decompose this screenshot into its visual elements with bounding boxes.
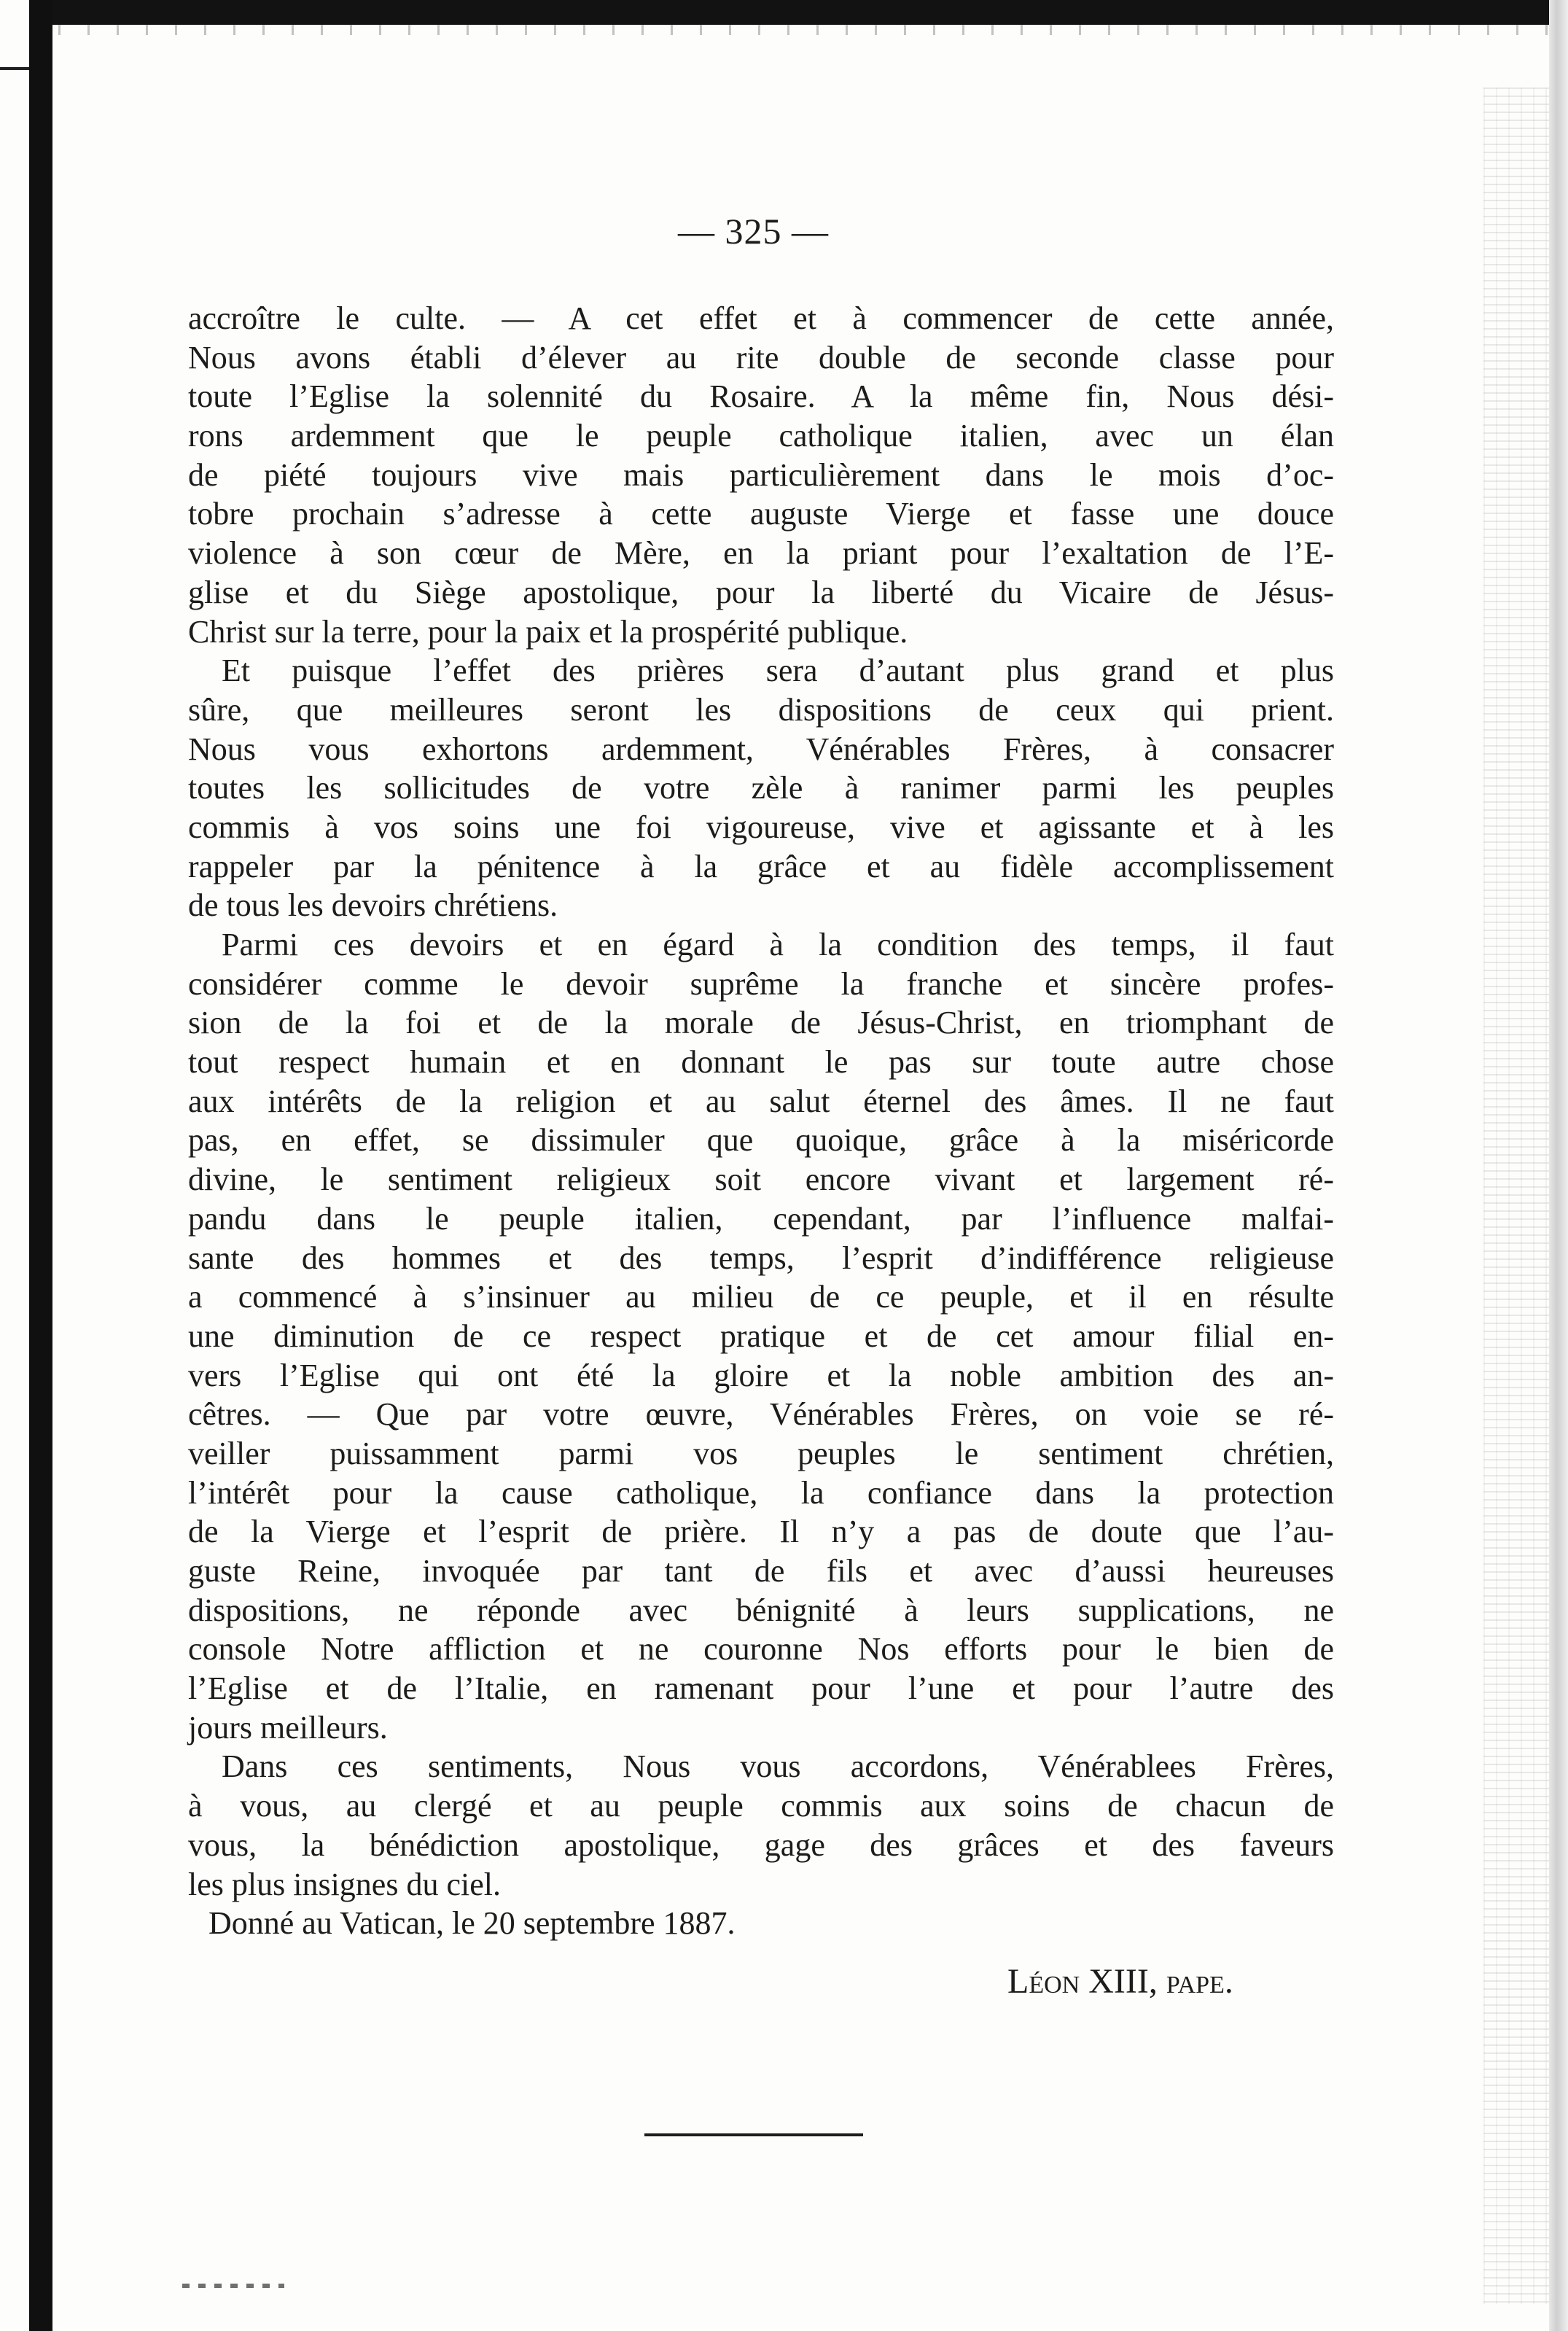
text-line: une diminution de ce respect pratique et de cet amour filial en- bbox=[188, 1318, 1334, 1354]
text-line: violence à son cœur de Mère, en la priant pour l’exaltation de l’E- bbox=[188, 535, 1334, 572]
text-line: toute l’Eglise la solennité du Rosaire. A la même fin, Nous dési- bbox=[188, 378, 1334, 415]
text-line: Nous avons établi d’élever au rite double de seconde classe pour bbox=[188, 339, 1334, 375]
text-line: sûre, que meilleures seront les dispositions de ceux qui prient. bbox=[188, 691, 1334, 728]
text-line: considérer comme le devoir suprême la franche et sincère profes- bbox=[188, 965, 1334, 1002]
text-line: sion de la foi et de la morale de Jésus-Christ, en triomphant de bbox=[188, 1005, 1334, 1041]
text-line: veiller puissamment parmi vos peuples le sentiment chrétien, bbox=[188, 1435, 1334, 1471]
text-line: tout respect humain et en donnant le pas sur toute autre chose bbox=[188, 1044, 1334, 1081]
text-line: aux intérêts de la religion et au salut éternel des âmes. Il ne faut bbox=[188, 1083, 1334, 1119]
scan-mark bbox=[182, 2284, 284, 2288]
text-line: pandu dans le peuple italien, cependant, par l’influence malfai- bbox=[188, 1200, 1334, 1237]
text-line: Et puisque l’effet des prières sera d’autant plus grand et plus bbox=[222, 653, 1334, 689]
text-line: jours meilleurs. bbox=[188, 1709, 388, 1746]
text-line: Christ sur la terre, pour la paix et la prospérité publique. bbox=[188, 613, 908, 650]
text-line: toutes les sollicitudes de votre zèle à ranimer parmi les peuples bbox=[188, 770, 1334, 806]
text-line: l’Eglise et de l’Italie, en ramenant pour l’une et pour l’autre des bbox=[188, 1670, 1334, 1707]
text-line: divine, le sentiment religieux soit encore vivant et largement ré- bbox=[188, 1161, 1334, 1198]
text-line: Donné au Vatican, le 20 septembre 1887. bbox=[208, 1905, 736, 1942]
text-line: vers l’Eglise qui ont été la gloire et la noble ambition des an- bbox=[188, 1357, 1334, 1393]
scan-right-speckle bbox=[1483, 87, 1549, 2304]
text-line: commis à vos soins une foi vigoureuse, vive et agissante et à les bbox=[188, 809, 1334, 845]
text-line: tobre prochain s’adresse à cette auguste Vierge et fasse une douce bbox=[188, 496, 1334, 532]
text-line: pas, en effet, se dissimuler que quoique, grâce à la miséricorde bbox=[188, 1122, 1334, 1159]
scan-right-border bbox=[1549, 0, 1568, 2331]
text-line: cêtres. — Que par votre œuvre, Vénérables Frères, on voie se ré- bbox=[188, 1396, 1334, 1433]
text-line: rappeler par la pénitence à la grâce et au fidèle accomplissement bbox=[188, 848, 1334, 884]
text-line: de tous les devoirs chrétiens. bbox=[188, 887, 558, 924]
text-line: dispositions, ne réponde avec bénignité à leurs supplications, ne bbox=[188, 1592, 1334, 1628]
text-line: accroître le culte. — A cet effet et à commencer de cette année, bbox=[188, 300, 1334, 336]
text-line: l’intérêt pour la cause catholique, la confiance dans la protection bbox=[188, 1474, 1334, 1511]
text-line: Nous vous exhortons ardemment, Vénérables Frères, à consacrer bbox=[188, 731, 1334, 767]
text-line: sante des hommes et des temps, l’esprit d’indifférence religieuse bbox=[188, 1240, 1334, 1276]
signature: Léon XIII, pape. bbox=[1007, 1962, 1233, 2001]
text-line: console Notre affliction et ne couronne Nos efforts pour le bien de bbox=[188, 1631, 1334, 1667]
scan-left-border bbox=[29, 0, 52, 2331]
text-line: Dans ces sentiments, Nous vous accordons, Vénérablees Frères, bbox=[222, 1748, 1334, 1785]
scan-edge-mark bbox=[0, 67, 29, 99]
text-line: les plus insignes du ciel. bbox=[188, 1866, 501, 1902]
text-line: a commencé à s’insinuer au milieu de ce peuple, et il en résulte bbox=[188, 1279, 1334, 1315]
text-line: rons ardemment que le peuple catholique italien, avec un élan bbox=[188, 418, 1334, 454]
text-line: de piété toujours vive mais particulièrement dans le mois d’oc- bbox=[188, 456, 1334, 493]
text-line: de la Vierge et l’esprit de prière. Il n’y a pas de doute que l’au- bbox=[188, 1514, 1334, 1550]
text-line: à vous, au clergé et au peuple commis aux soins de chacun de bbox=[188, 1788, 1334, 1824]
scan-top-border bbox=[29, 0, 1549, 25]
closing-rule bbox=[644, 2133, 863, 2136]
text-line: Parmi ces devoirs et en égard à la condition des temps, il faut bbox=[222, 927, 1334, 962]
text-line: guste Reine, invoquée par tant de fils et avec d’aussi heureuses bbox=[188, 1553, 1334, 1589]
text-line: vous, la bénédiction apostolique, gage des grâces et des faveurs bbox=[188, 1826, 1334, 1863]
page-number: — 325 — bbox=[678, 211, 829, 252]
text-line: glise et du Siège apostolique, pour la liberté du Vicaire de Jésus- bbox=[188, 574, 1334, 610]
body-text bbox=[188, 299, 1334, 1943]
